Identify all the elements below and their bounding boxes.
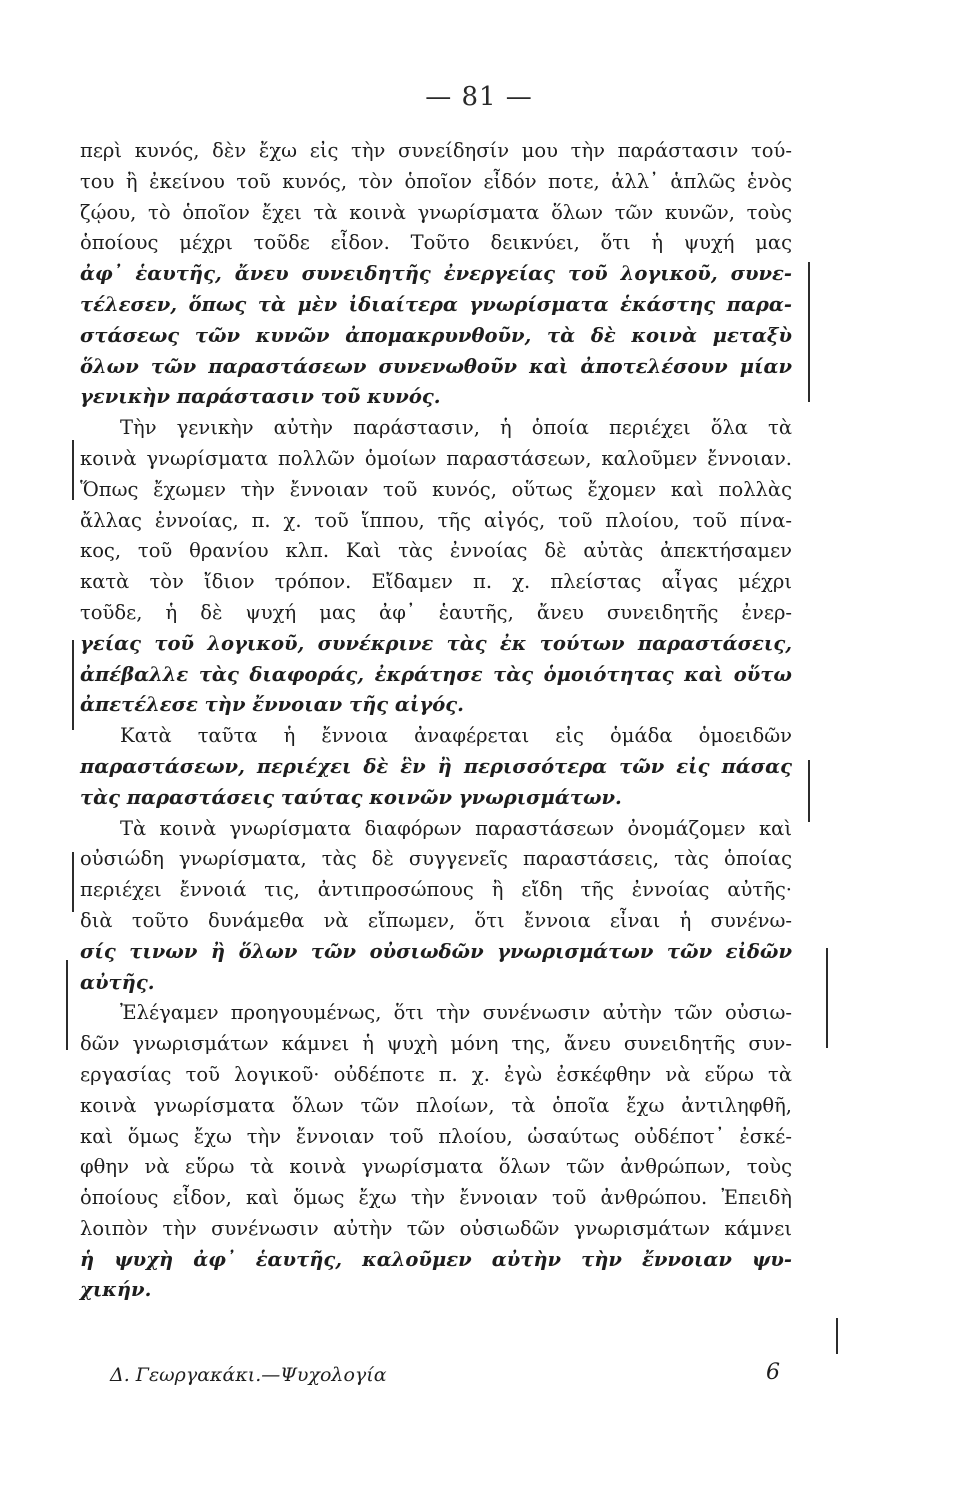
text-line: ἀπέβαλλε τὰς διαφοράς, ἐκράτησε τὰς ὁμοιότητας καὶ οὕτω <box>80 662 792 686</box>
text-line: κοινὰ γνωρίσματα πολλῶν ὁμοίων παραστάσεων, καλοῦμεν ἔννοιαν. <box>80 446 792 470</box>
margin-mark-left-4 <box>66 960 68 1050</box>
text-line: ὁποίους εἶδον, καὶ ὅμως ἔχω τὴν ἔννοιαν τοῦ ἀνθρώπου. Ἐπειδὴ <box>80 1186 792 1210</box>
text-line: οὐσιώδη γνωρίσματα, τὰς δὲ συγγενεῖς παραστάσεις, τὰς ὁποίας <box>80 847 792 871</box>
text-line: παραστάσεων, περιέχει δὲ ἓν ἢ περισσότερα τῶν εἰς πάσας <box>80 754 792 778</box>
text-line: διὰ τοῦτο δυνάμεθα νὰ εἴπωμεν, ὅτι ἔννοια εἶναι ἡ συνένω- <box>80 908 792 932</box>
margin-mark-right-2 <box>808 760 810 822</box>
text-line: Ὅπως ἔχωμεν τὴν ἔννοιαν τοῦ κυνός, οὕτως ἔχομεν καὶ πολλὰς <box>80 477 792 501</box>
margin-mark-right-3 <box>826 948 828 1048</box>
text-line: τοῦδε, ἡ δὲ ψυχή μας ἀφ᾽ ἑαυτῆς, ἄνευ συνειδητῆς ἐνερ- <box>80 600 792 624</box>
author-signature: Δ. Γεωργακάκι.—Ψυχολογία <box>110 1364 387 1386</box>
text-line: κος, τοῦ θρανίου κλπ. Καὶ τὰς ἐννοίας δὲ αὐτὰς ἀπεκτήσαμεν <box>80 539 792 563</box>
text-line: Τὰ κοινὰ γνωρίσματα διαφόρων παραστάσεων ὀνομάζομεν καὶ <box>120 816 792 840</box>
text-line: γενικὴν παράστασιν τοῦ κυνός. <box>80 385 441 409</box>
text-line: δῶν γνωρισμάτων κάμνει ἡ ψυχὴ μόνη της, ἄνευ συνειδητῆς συν- <box>80 1032 792 1056</box>
page-number: — 81 — <box>425 82 533 112</box>
text-line: ὅλων τῶν παραστάσεων συνενωθοῦν καὶ ἀποτελέσουν μίαν <box>80 354 792 378</box>
text-line: ἡ ψυχὴ ἀφ᾽ ἑαυτῆς, καλοῦμεν αὐτὴν τὴν ἔννοιαν ψυ- <box>80 1247 792 1271</box>
text-line: λοιπὸν τὴν συνένωσιν αὐτὴν τῶν οὐσιωδῶν γνωρισμάτων κάμνει <box>80 1216 792 1240</box>
body-text <box>80 136 792 1306</box>
text-line: περὶ κυνός, δὲν ἔχω εἰς τὴν συνείδησίν μου τὴν παράστασιν τού- <box>80 139 792 162</box>
text-line: χικήν. <box>80 1278 152 1302</box>
text-line: ζῴου, τὸ ὁποῖον ἔχει τὰ κοινὰ γνωρίσματα ὅλων τῶν κυνῶν, τοὺς <box>80 200 792 224</box>
text-line: κοινὰ γνωρίσματα ὅλων τῶν πλοίων, τὰ ὁποῖα ἔχω ἀντιληφθῆ, <box>80 1093 792 1117</box>
text-line: Κατὰ ταῦτα ἡ ἔννοια ἀναφέρεται εἰς ὁμάδα ὁμοειδῶν <box>120 724 792 748</box>
margin-mark-left-2 <box>72 640 74 730</box>
margin-mark-right-1 <box>808 262 810 402</box>
text-line: ἀπετέλεσε τὴν ἔννοιαν τῆς αἰγός. <box>80 693 464 717</box>
text-line: ἀφ᾽ ἑαυτῆς, ἄνευ συνειδητῆς ἐνεργείας τοῦ λογικοῦ, συνε- <box>80 262 792 286</box>
text-line: Τὴν γενικὴν αὐτὴν παράστασιν, ἡ ὁποία περιέχει ὅλα τὰ <box>120 416 792 440</box>
text-line: τὰς παραστάσεις ταύτας κοινῶν γνωρισμάτων. <box>80 785 622 809</box>
text-line: περιέχει ἔννοιά τις, ἀντιπροσώπους ἢ εἴδη τῆς ἐννοίας αὐτῆς· <box>80 878 792 902</box>
text-line: ἄλλας ἐννοίας, π. χ. τοῦ ἵππου, τῆς αἰγός, τοῦ πλοίου, τοῦ πίνα- <box>80 508 792 532</box>
text-line: καὶ ὅμως ἔχω τὴν ἔννοιαν τοῦ πλοίου, ὡσαύτως οὐδέποτ᾽ ἐσκέ- <box>80 1124 792 1148</box>
text-line: στάσεως τῶν κυνῶν ἀπομακρυνθοῦν, τὰ δὲ κοινὰ μεταξὺ <box>80 323 792 347</box>
margin-mark-left-1 <box>72 440 74 500</box>
margin-mark-left-3 <box>72 852 74 912</box>
text-line: γείας τοῦ λογικοῦ, συνέκρινε τὰς ἐκ τούτων παραστάσεις, <box>80 631 792 655</box>
text-line: κατὰ τὸν ἴδιον τρόπον. Εἴδαμεν π. χ. πλείστας αἶγας μέχρι <box>80 570 792 594</box>
text-line: ὁποίους μέχρι τοῦδε εἶδον. Τοῦτο δεικνύει, ὅτι ἡ ψυχή μας <box>80 231 792 255</box>
margin-mark-right-4 <box>836 1318 838 1354</box>
sheet-number: 6 <box>766 1360 780 1385</box>
text-line: Ἐλέγαμεν προηγουμένως, ὅτι τὴν συνένωσιν αὐτὴν τῶν οὐσιω- <box>120 1001 792 1025</box>
text-line: τέλεσεν, ὅπως τὰ μὲν ἰδιαίτερα γνωρίσματα ἑκάστης παρα- <box>80 292 792 316</box>
text-line: σίς τινων ἢ ὅλων τῶν οὐσιωδῶν γνωρισμάτων τῶν εἰδῶν <box>80 939 792 963</box>
text-line: φθην νὰ εὕρω τὰ κοινὰ γνωρίσματα ὅλων τῶν ἀνθρώπων, τοὺς <box>80 1155 792 1179</box>
text-line: αὐτῆς. <box>80 970 155 994</box>
text-line: εργασίας τοῦ λογικοῦ· οὐδέποτε π. χ. ἐγὼ ἐσκέφθην νὰ εὕρω τὰ <box>80 1062 792 1086</box>
text-line: του ἢ ἐκείνου τοῦ κυνός, τὸν ὁποῖον εἶδόν ποτε, ἀλλ᾽ ἁπλῶς ἑνὸς <box>80 169 792 193</box>
